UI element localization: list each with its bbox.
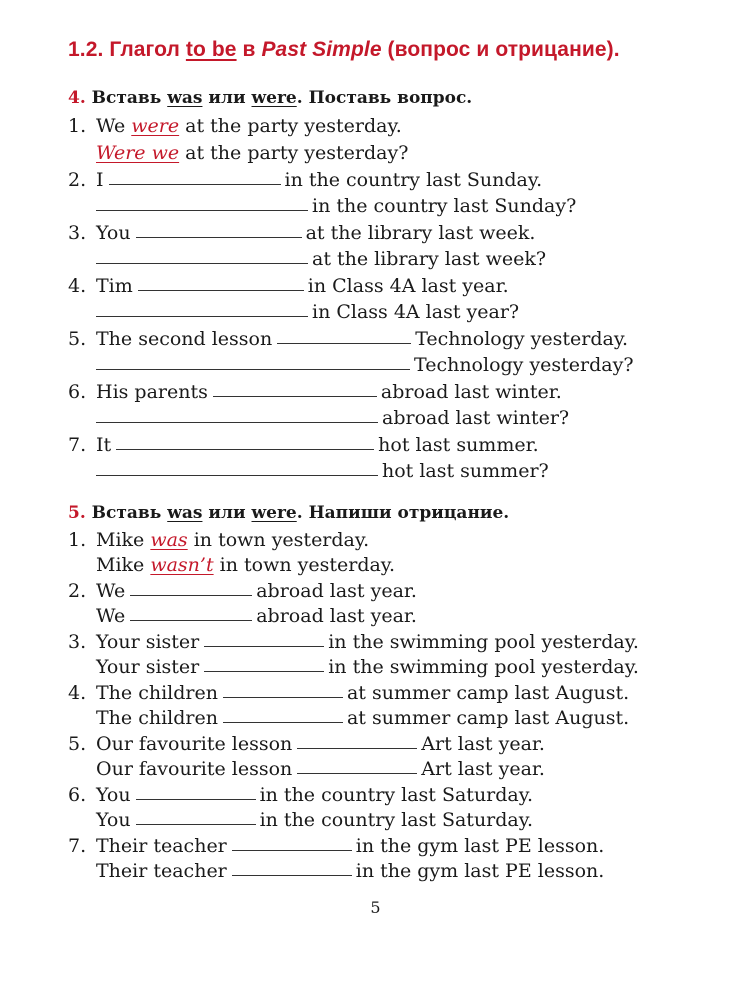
task-4-item-4-statement: 4. Tim in Class 4A last year. xyxy=(68,275,509,297)
answer-example: were xyxy=(131,115,180,137)
task-5-item-1-statement: 1. Mike was in town yesterday. xyxy=(68,529,370,551)
answer-blank[interactable] xyxy=(96,421,378,423)
task-5-item-6-negative: You in the country last Saturday. xyxy=(96,809,533,831)
task-4-item-1-statement: 1. We were at the party yesterday. xyxy=(68,115,402,137)
task-4-item-2-statement: 2. I in the country last Sunday. xyxy=(68,169,543,191)
answer-blank[interactable] xyxy=(96,209,308,211)
task-5-item-2-negative: We abroad last year. xyxy=(96,605,417,627)
answer-blank[interactable] xyxy=(96,368,410,370)
task-5-item-4-negative: The children at summer camp last August. xyxy=(96,707,630,729)
answer-blank[interactable] xyxy=(136,823,256,825)
task-5-item-5-negative: Our favourite lesson Art last year. xyxy=(96,758,545,780)
task-4-item-3-statement: 3. You at the library last week. xyxy=(68,222,536,244)
task-5-item-4-statement: 4. The children at summer camp last August. xyxy=(68,682,630,704)
answer-blank[interactable] xyxy=(213,395,377,397)
task-4-item-6-statement: 6. His parents abroad last winter. xyxy=(68,381,562,403)
answer-blank[interactable] xyxy=(223,696,343,698)
task-4-item-6-question: abroad last winter? xyxy=(68,405,569,431)
task-4-item-1-question: Were we at the party yesterday? xyxy=(96,142,409,164)
task-4-item-2-question: in the country last Sunday? xyxy=(68,193,576,219)
answer-blank[interactable] xyxy=(232,849,352,851)
answer-blank[interactable] xyxy=(204,645,324,647)
section-heading: 1.2. Глагол to be в Past Simple (вопрос и отрицание). xyxy=(68,38,620,61)
task-5-item-3-negative: Your sister in the swimming pool yesterday. xyxy=(96,656,639,678)
task-5-item-7-negative: Their teacher in the gym last PE lesson. xyxy=(96,860,605,882)
task-4-item-5-question: Technology yesterday? xyxy=(68,352,634,378)
answer-blank[interactable] xyxy=(109,183,281,185)
task-4-item-7-question: hot last summer? xyxy=(68,458,549,484)
task-4-item-7-statement: 7. It hot last summer. xyxy=(68,434,539,456)
answer-blank[interactable] xyxy=(136,236,302,238)
heading-underlined: to be xyxy=(185,38,237,61)
answer-blank[interactable] xyxy=(96,315,308,317)
task-5-item-3-statement: 3. Your sister in the swimming pool yesterday. xyxy=(68,631,639,653)
task-5-item-6-statement: 6. You in the country last Saturday. xyxy=(68,784,533,806)
answer-blank[interactable] xyxy=(96,474,378,476)
answer-blank[interactable] xyxy=(297,747,417,749)
task-5-item-2-statement: 2. We abroad last year. xyxy=(68,580,417,602)
answer-example: wasn’t xyxy=(150,554,214,576)
answer-example: Were we xyxy=(96,142,180,164)
task-5-instruction: 5. Вставь was или were. Напиши отрицание. xyxy=(68,503,510,523)
task-4-item-5-statement: 5. The second lesson Technology yesterday. xyxy=(68,328,629,350)
answer-example: was xyxy=(150,529,188,551)
answer-blank[interactable] xyxy=(232,874,352,876)
answer-blank[interactable] xyxy=(223,721,343,723)
task-4-item-4-question: in Class 4A last year? xyxy=(68,299,519,325)
answer-blank[interactable] xyxy=(277,342,411,344)
answer-blank[interactable] xyxy=(136,798,256,800)
heading-italic: Past Simple xyxy=(261,38,382,61)
task-5-item-1-negative: Mike wasn’t in town yesterday. xyxy=(96,554,396,576)
task-5-item-7-statement: 7. Their teacher in the gym last PE lesson. xyxy=(68,835,605,857)
task-5-item-5-statement: 5. Our favourite lesson Art last year. xyxy=(68,733,545,755)
page-number: 5 xyxy=(370,898,381,917)
answer-blank[interactable] xyxy=(96,262,308,264)
answer-blank[interactable] xyxy=(138,289,304,291)
answer-blank[interactable] xyxy=(130,594,252,596)
answer-blank[interactable] xyxy=(204,670,324,672)
answer-blank[interactable] xyxy=(297,772,417,774)
task-4-item-3-question: at the library last week? xyxy=(68,246,546,272)
task-4-instruction: 4. Вставь was или were. Поставь вопрос. xyxy=(68,88,473,108)
answer-blank[interactable] xyxy=(130,619,252,621)
answer-blank[interactable] xyxy=(116,448,374,450)
